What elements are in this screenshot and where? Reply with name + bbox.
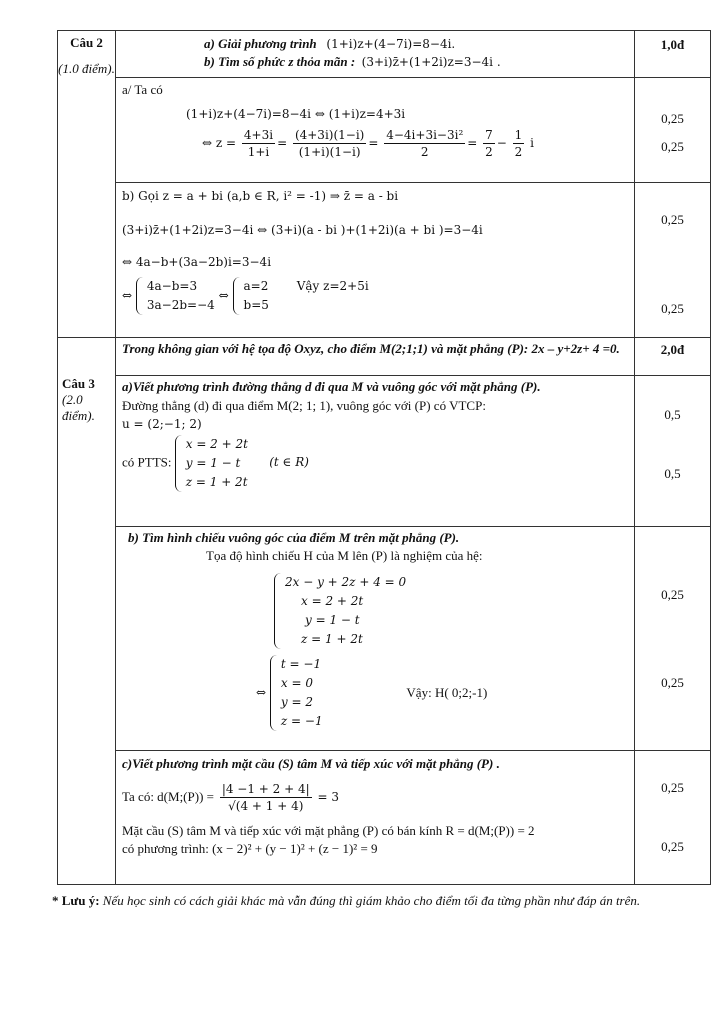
q2a-f2-num: (4+3i)(1−i): [294, 128, 365, 142]
q2a-f1-num: 4+3i: [243, 128, 274, 142]
q3c-frac: [220, 781, 312, 814]
q3b-sys1-row3: y = 1 − t: [305, 613, 360, 627]
q3a-param: (t ∈ R): [269, 455, 309, 470]
q3b-arrow: ⇔: [256, 685, 267, 700]
q3c-line1: [122, 781, 630, 814]
q2b-sys1-row1: 4a−b=3: [146, 279, 198, 293]
q2a-f1-den: 1+i: [247, 145, 270, 159]
q3c-line2: Mặt cầu (S) tâm M và tiếp xúc với mặt phẳng (P) có bán kính R = d(M;(P)) = 2: [122, 823, 535, 838]
q3c-frac-den: √(4 + 1 + 4): [228, 799, 304, 813]
q2a-f3-num: 4−4i+3i−3i²: [386, 128, 464, 142]
q3b-line1: Tọa độ hình chiếu H của M lên (P) là nghiệm của hệ:: [206, 548, 483, 563]
q3a-cell: [116, 376, 635, 527]
q3b-sys2-row3: y = 2: [280, 695, 313, 709]
q2a-frac1: [242, 127, 275, 160]
q3c-lead: Ta có: d(M;(P)) =: [122, 789, 214, 804]
q3c-score-cell: [635, 751, 711, 885]
q2a-f4-den: 2: [485, 145, 493, 159]
q2a-f3-den: 2: [420, 145, 429, 159]
q2a-f4-num: 7: [485, 128, 493, 142]
q2b-sys2-row1: a=2: [243, 279, 269, 293]
q2a-line1: (1+i)z+(4−7i)=8−4i ⇔ (1+i)z=4+3i: [186, 107, 406, 121]
q3b-conclusion: Vậy: H( 0;2;-1): [406, 684, 488, 700]
q3a-ptts-row2: y = 1 − t: [185, 456, 241, 470]
q3a-ptts-row1: x = 2 + 2t: [185, 437, 248, 451]
q2a-frac2: [293, 127, 366, 160]
q2a-intro: a/ Ta có: [122, 82, 163, 97]
q2b-sys1: [136, 277, 215, 315]
q2a-lead: ⇔ z =: [202, 136, 237, 150]
q3b-sys2-row4: z = −1: [280, 714, 323, 728]
q3a-vtcp: u = (2;−1; 2): [122, 417, 202, 431]
q2b-score-cell: [635, 183, 711, 338]
q2a-score-2: 0,25: [661, 139, 684, 154]
q2b-sys2: [233, 277, 269, 315]
q3b-sys1-wrap: [274, 573, 634, 649]
footer-text: Nếu học sinh có cách giải khác mà vẫn đúng thì giám khảo cho điểm tối đa từng phần như đáp án trên.: [102, 893, 641, 908]
q2a-frac3: [384, 127, 465, 160]
q3b-sys1-row2: x = 2 + 2t: [301, 594, 364, 608]
q2b-sys1-row2: 3a−2b=−4: [146, 298, 215, 312]
q3c-frac-num: |4 −1 + 2 + 4|: [221, 782, 310, 796]
q3b-cell: [116, 527, 635, 751]
q3a-score-1: 0,5: [664, 407, 681, 422]
q3-label: Câu 3: [62, 376, 95, 391]
q2b-score-2: 0,25: [661, 301, 684, 316]
q2-title-a: a) Giải phương trình: [204, 36, 317, 51]
q2b-cell: [116, 183, 635, 338]
answer-table: [57, 30, 711, 885]
q3b-sys2-row2: x = 0: [280, 676, 313, 690]
q3c-tail: = 3: [317, 790, 340, 804]
q3b-score-cell: [635, 527, 711, 751]
q3-header-cell: [116, 338, 635, 376]
q2-title-b-eq: (3+i)z̄+(1+2i)z=3−4i .: [361, 55, 501, 69]
q2-total: 1,0đ: [635, 31, 711, 78]
q3a-ptts-label: có PTTS:: [122, 454, 172, 470]
q3-header: Trong không gian với hệ tọa độ Oxyz, cho điểm M(2;1;1) và mặt phẳng (P): 2x – y+2z+ 4 =0.: [122, 341, 620, 356]
q2a-frac4: [483, 127, 495, 160]
q2a-score-cell: [635, 78, 711, 183]
q2-title-cell: [116, 31, 635, 78]
q2b-arrow-2: ⇔: [218, 288, 229, 303]
q2-label: Câu 2: [70, 35, 103, 50]
q3c-cell: [116, 751, 635, 885]
q2a-f5-num: 1: [514, 128, 523, 142]
q2a-frac5: [513, 127, 525, 160]
q2b-line2: (3+i)z̄+(1+2i)z=3−4i ⇔ (3+i)(a - bi )+(1+2i)(a + bi )=3−4i: [122, 223, 483, 237]
q3a-score-cell: [635, 376, 711, 527]
q3-label-cell: [58, 338, 116, 885]
q2a-tail: i: [530, 136, 534, 150]
q2a-score-1: 0,25: [661, 111, 684, 126]
q3a-ptts: [122, 435, 630, 492]
q3c-title: c)Viết phương trình mặt cầu (S) tâm M và tiếp xúc với mặt phẳng (P) .: [122, 756, 500, 771]
q2-points: (1.0 điểm).: [58, 61, 115, 76]
q2b-sys2-row2: b=5: [243, 298, 269, 312]
q3a-ptts-row3: z = 1 + 2t: [185, 475, 248, 489]
q2b-line1: b) Gọi z = a + bi (a,b ∈ R, i² = -1) ⇒ z̄ = a - bi: [122, 189, 399, 203]
q3-total: 2,0đ: [635, 338, 711, 376]
q3b-sys1: [274, 573, 406, 649]
q3a-title: a)Viết phương trình đường thẳng d đi qua M và vuông góc với mặt phẳng (P).: [122, 379, 541, 394]
q3b-sys1-row1: 2x − y + 2z + 4 = 0: [285, 575, 407, 589]
q2-title-a-eq: (1+i)z+(4−7i)=8−4i.: [326, 37, 456, 51]
q3a-ptts-sys: [175, 435, 248, 492]
q3b-sys2-row1: t = −1: [280, 657, 322, 671]
q3c-score-2: 0,25: [661, 839, 684, 854]
q3a-line1: Đường thẳng (d) đi qua điểm M(2; 1; 1), vuông góc với (P) có VTCP:: [122, 398, 486, 413]
footer-note: [52, 891, 702, 911]
q2b-systems: [122, 277, 634, 315]
q3a-score-2: 0,5: [664, 466, 681, 481]
q3b-sys1-row4: z = 1 + 2t: [301, 632, 363, 646]
q3b-title: b) Tìm hình chiếu vuông góc của điểm M trên mặt phẳng (P).: [128, 530, 460, 545]
q3-points: (2.0 điểm).: [62, 392, 95, 423]
q2b-arrow-1: ⇔: [122, 288, 133, 303]
q3c-line3: có phương trình: (x − 2)² + (y − 1)² + (z − 1)² = 9: [122, 841, 378, 856]
q2a-f2-den: (1+i)(1−i): [298, 145, 361, 159]
q3b-score-2: 0,25: [661, 675, 684, 690]
q2a-f5-den: 2: [514, 145, 523, 159]
q2a-line2: ⇔ z = $\frac{4+3i}{1+i}$ = $\frac{(4+3i)(1-i)}{(1+i)(1-i)}$ = $\frac{\text{4−4i+3i−3i²}}{2}$ = $\frac{7}{2}$ − $\frac{1}{2}$ i: [202, 128, 534, 159]
q3b-sys2: [270, 655, 323, 731]
footer-key: * Lưu ý:: [52, 893, 100, 908]
q2b-line3: ⇔ 4a−b+(3a−2b)i=3−4i: [122, 255, 272, 269]
q2b-conclusion: Vậy z=2+5i: [296, 279, 369, 293]
q2-title-b: b) Tìm số phức z thỏa mãn :: [204, 54, 356, 69]
q2-label-cell: [58, 31, 116, 338]
q2a-cell: [116, 78, 635, 183]
q3b-sys2-wrap: [256, 655, 634, 731]
q3c-score-1: 0,25: [661, 780, 684, 795]
q2b-score-1: 0,25: [661, 212, 684, 227]
q3b-score-1: 0,25: [661, 587, 684, 602]
